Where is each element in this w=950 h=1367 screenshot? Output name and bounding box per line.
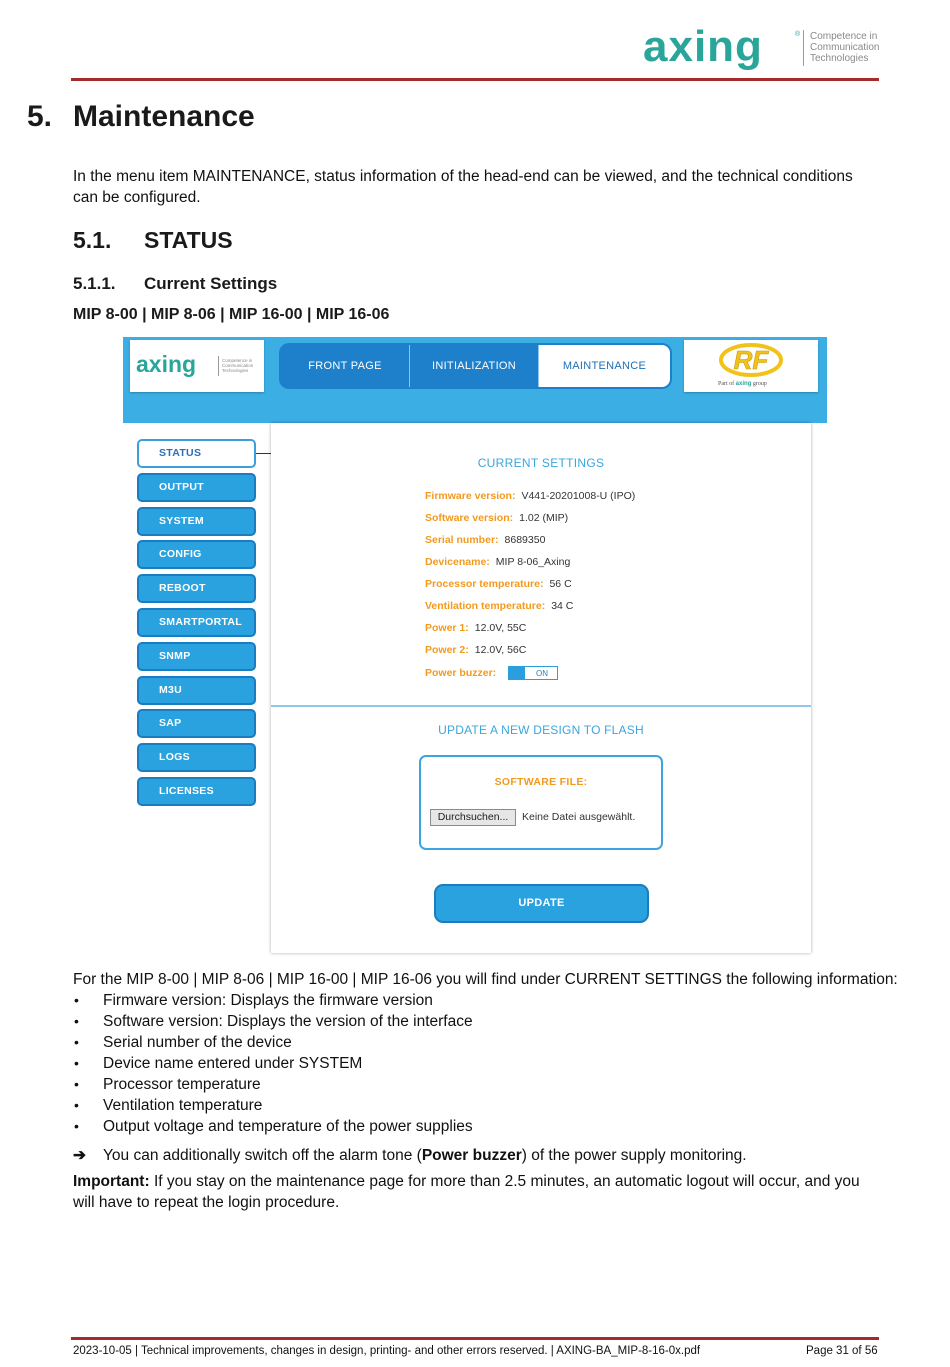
menu-system[interactable]: SYSTEM (137, 507, 256, 536)
ui-logo-separator (218, 356, 219, 376)
setting-label: Devicename: (425, 556, 490, 568)
list-item-text: Software version: Displays the version of the interface (103, 1013, 473, 1030)
ui-logo-tagline: Competence in Communication Technologies (222, 358, 254, 373)
footer-rule (71, 1337, 879, 1340)
footer-text: 2023-10-05 | Technical improvements, changes in design, printing- and other errors reserved. | AXING-BA_MIP-8-16-0x.pdf (73, 1345, 701, 1357)
list-item (73, 1032, 473, 1053)
software-file-label: SOFTWARE FILE: (494, 776, 588, 788)
setting-label: Power buzzer: (425, 667, 497, 679)
list-item-text: Firmware version: Displays the firmware version (103, 992, 433, 1009)
setting-power-buzzer (425, 667, 502, 679)
subsection-number: 5.1. (73, 227, 112, 253)
subsubsection-heading (73, 274, 277, 294)
partner-subline (718, 381, 767, 387)
setting-label: Serial number: (425, 534, 499, 546)
logo-tagline: Competence in Communication Technologies (810, 31, 880, 64)
update-section-title: UPDATE A NEW DESIGN TO FLASH (438, 723, 644, 737)
section-number: 5. (27, 100, 53, 133)
setting-software-version (425, 512, 568, 524)
setting-label: Power 2: (425, 644, 469, 656)
list-item (73, 990, 473, 1011)
subsubsection-number: 5.1.1. (73, 274, 116, 293)
setting-label: Ventilation temperature: (425, 600, 546, 612)
setting-value: 12.0V, 56C (474, 644, 527, 656)
menu-logs[interactable]: LOGS (137, 743, 256, 772)
menu-sap[interactable]: SAP (137, 709, 256, 738)
buzzer-hint-post: ) of the power supply monitoring. (521, 1147, 747, 1164)
bullet-icon: • (74, 1034, 79, 1050)
bullet-icon: • (74, 1097, 79, 1113)
partner-sub-brand: axing (735, 381, 752, 387)
list-item-text: Serial number of the device (103, 1034, 292, 1051)
setting-power-1 (425, 622, 526, 634)
list-item-text: Output voltage and temperature of the power supplies (103, 1118, 473, 1135)
subsection-title: STATUS (144, 227, 233, 253)
arrow-right-icon: ➔ (73, 1147, 86, 1164)
setting-label: Power 1: (425, 622, 469, 634)
setting-value: 12.0V, 55C (474, 622, 527, 634)
browse-button[interactable]: Durchsuchen... (430, 809, 516, 826)
lead-paragraph: For the MIP 8-00 | MIP 8-06 | MIP 16-00 | MIP 16-06 you will find under CURRENT SETTINGS the following information: (73, 971, 898, 988)
list-item (73, 1053, 473, 1074)
partner-sub-prefix: Part of (718, 381, 735, 387)
intro-paragraph: In the menu item MAINTENANCE, status information of the head-end can be viewed, and the technical conditions can be configured. (73, 168, 853, 206)
panel-divider (271, 705, 811, 707)
partner-sub-suffix: group (752, 381, 767, 387)
list-item (73, 1074, 473, 1095)
menu-connector-line (256, 453, 271, 454)
setting-processor-temperature (425, 578, 572, 590)
menu-licenses[interactable]: LICENSES (137, 777, 256, 806)
setting-value: MIP 8-06_Axing (495, 556, 571, 568)
tab-initialization[interactable]: INITIALIZATION (410, 345, 539, 387)
menu-m3u[interactable]: M3U (137, 676, 256, 705)
setting-label: Firmware version: (425, 490, 516, 502)
menu-smartportal[interactable]: SMARTPORTAL (137, 608, 256, 637)
list-item-text: Device name entered under SYSTEM (103, 1055, 363, 1072)
setting-label: Processor temperature: (425, 578, 544, 590)
bullet-icon: • (74, 1118, 79, 1134)
rf-logo-text: RF (733, 345, 769, 375)
subsubsection-title: Current Settings (144, 274, 278, 293)
ui-axing-logo: axing (136, 351, 197, 377)
setting-value: 8689350 (504, 534, 546, 546)
important-note (73, 1171, 878, 1213)
software-file-box (419, 755, 663, 850)
menu-config[interactable]: CONFIG (137, 540, 256, 569)
page-number: Page 31 of 56 (806, 1345, 878, 1357)
current-settings-title: CURRENT SETTINGS (477, 456, 605, 470)
important-label: Important: (73, 1173, 150, 1190)
setting-label: Software version: (425, 512, 514, 524)
list-item-text: Ventilation temperature (103, 1097, 263, 1114)
setting-serial-number (425, 534, 545, 546)
rf-logo-icon (718, 343, 784, 377)
info-bullet-list (73, 990, 473, 1137)
models-heading: MIP 8-00 | MIP 8-06 | MIP 16-00 | MIP 16-06 (73, 306, 390, 323)
list-item-text: Processor temperature (103, 1076, 261, 1093)
power-buzzer-state: ON (536, 669, 548, 678)
ui-content-panel (271, 423, 811, 953)
setting-value: 1.02 (MIP) (519, 512, 569, 524)
bullet-icon: • (74, 1013, 79, 1029)
important-text: If you stay on the maintenance page for more than 2.5 minutes, an automatic logout will occur, and you will have to repeat the login procedure. (73, 1173, 860, 1211)
list-item (73, 1116, 473, 1137)
setting-value: 56 C (549, 578, 572, 590)
ui-main-nav (281, 345, 670, 387)
buzzer-hint-bold: Power buzzer (421, 1147, 522, 1164)
list-item (73, 1011, 473, 1032)
setting-ventilation-temperature (425, 600, 573, 612)
buzzer-hint-pre: You can additionally switch off the alarm tone ( (103, 1147, 422, 1164)
power-buzzer-toggle-knob (509, 667, 525, 679)
menu-snmp[interactable]: SNMP (137, 642, 256, 671)
bullet-icon: • (74, 1076, 79, 1092)
setting-value: 34 C (551, 600, 574, 612)
subsection-heading (73, 227, 233, 254)
section-heading (27, 100, 255, 134)
menu-reboot[interactable]: REBOOT (137, 574, 256, 603)
setting-power-2 (425, 644, 526, 656)
logo-registered-mark: ® (795, 31, 801, 38)
update-button[interactable]: UPDATE (434, 884, 649, 923)
bullet-icon: • (74, 992, 79, 1008)
bullet-icon: • (74, 1055, 79, 1071)
setting-firmware-version (425, 490, 635, 502)
menu-output[interactable]: OUTPUT (137, 473, 256, 502)
menu-status[interactable]: STATUS (137, 439, 256, 468)
axing-logo: axing (643, 22, 763, 71)
buzzer-hint (73, 1145, 747, 1166)
section-title: Maintenance (73, 100, 255, 133)
logo-separator (803, 30, 804, 66)
header-rule (71, 78, 879, 81)
list-item (73, 1095, 473, 1116)
tab-front-page[interactable]: FRONT PAGE (281, 345, 410, 387)
no-file-selected-text: Keine Datei ausgewählt. (522, 811, 636, 823)
setting-devicename (425, 556, 570, 568)
tab-maintenance[interactable]: MAINTENANCE (539, 345, 670, 387)
setting-value: V441-20201008-U (IPO) (521, 490, 636, 502)
